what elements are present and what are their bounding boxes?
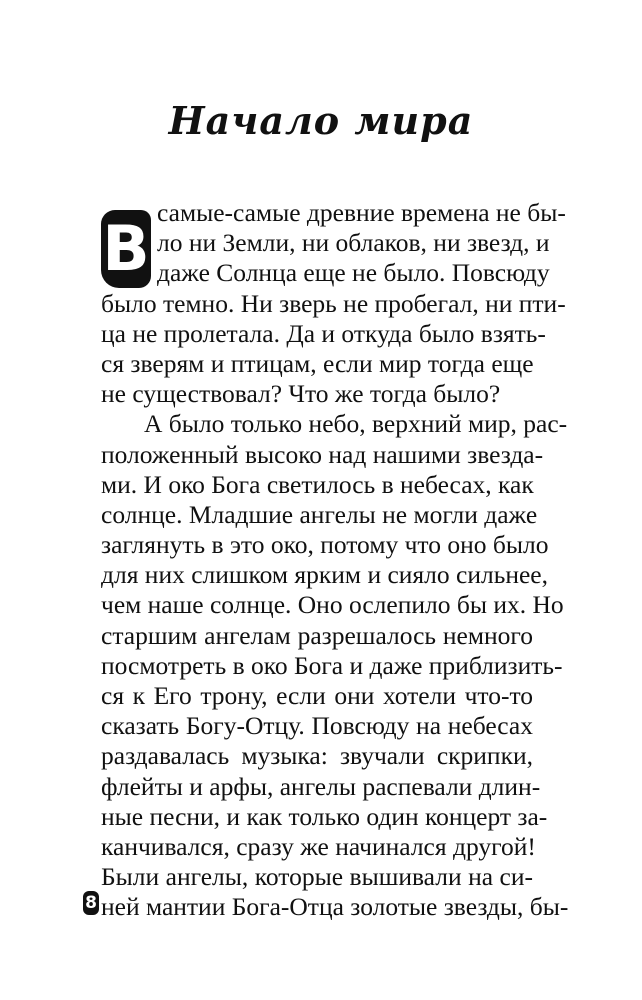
- text-line: заглянуть в это око, потому что оно было: [101, 530, 549, 560]
- body-text: [101, 198, 569, 923]
- text-line: канчивался, сразу же начинался другой!: [101, 831, 536, 861]
- text-line: ся зверям и птицам, если мир тогда еще: [101, 348, 534, 378]
- text-line: сказать Богу-Отцу. Повсюду на небесах: [101, 711, 533, 741]
- opening-paragraph: [101, 198, 566, 289]
- text-line: положенный высоко над нашими звезда-: [101, 439, 544, 469]
- chapter-title: Начало мира: [168, 98, 474, 143]
- page-number: 8: [83, 891, 99, 915]
- text-line: ные песни, и как только один концерт за-: [101, 801, 548, 831]
- text-line: посмотреть в око Бога и даже приблизить-: [101, 650, 563, 680]
- text-line: было темно. Ни зверь не пробегал, ни пти-: [101, 288, 566, 318]
- text-line: ца не пролетала. Да и откуда было взять-: [101, 318, 546, 348]
- text-line: ся к Его трону, если они хотели что-то: [101, 681, 533, 710]
- text-line: для них слишком ярким и сияло сильнее,: [101, 560, 548, 590]
- text-line: флейты и арфы, ангелы распевали длин-: [101, 771, 541, 801]
- text-line: не существовал? Что же тогда было?: [101, 379, 501, 409]
- text-line: старшим ангелам разрешалось немного: [101, 620, 533, 650]
- text-line: ми. И око Бога светилось в небесах, как: [101, 469, 534, 499]
- text-line: ней мантии Бога-Отца золотые звезды, бы-: [101, 892, 569, 922]
- text-line: самые-самые древние времена не бы-: [157, 198, 566, 227]
- text-line: раздавалась музыка: звучали скрипки,: [101, 741, 533, 771]
- drop-cap: В: [101, 210, 151, 288]
- text-line: Были ангелы, которые вышивали на си-: [101, 862, 533, 892]
- text-line: солнце. Младшие ангелы не могли даже: [101, 499, 538, 529]
- text-line: А было только небо, верхний мир, рас-: [144, 409, 568, 439]
- text-line: даже Солнца еще не было. Повсюду: [157, 258, 550, 288]
- text-line: ло ни Земли, ни облаков, ни звезд, и: [157, 228, 550, 258]
- text-line: чем наше солнце. Оно ослепило бы их. Но: [101, 590, 564, 620]
